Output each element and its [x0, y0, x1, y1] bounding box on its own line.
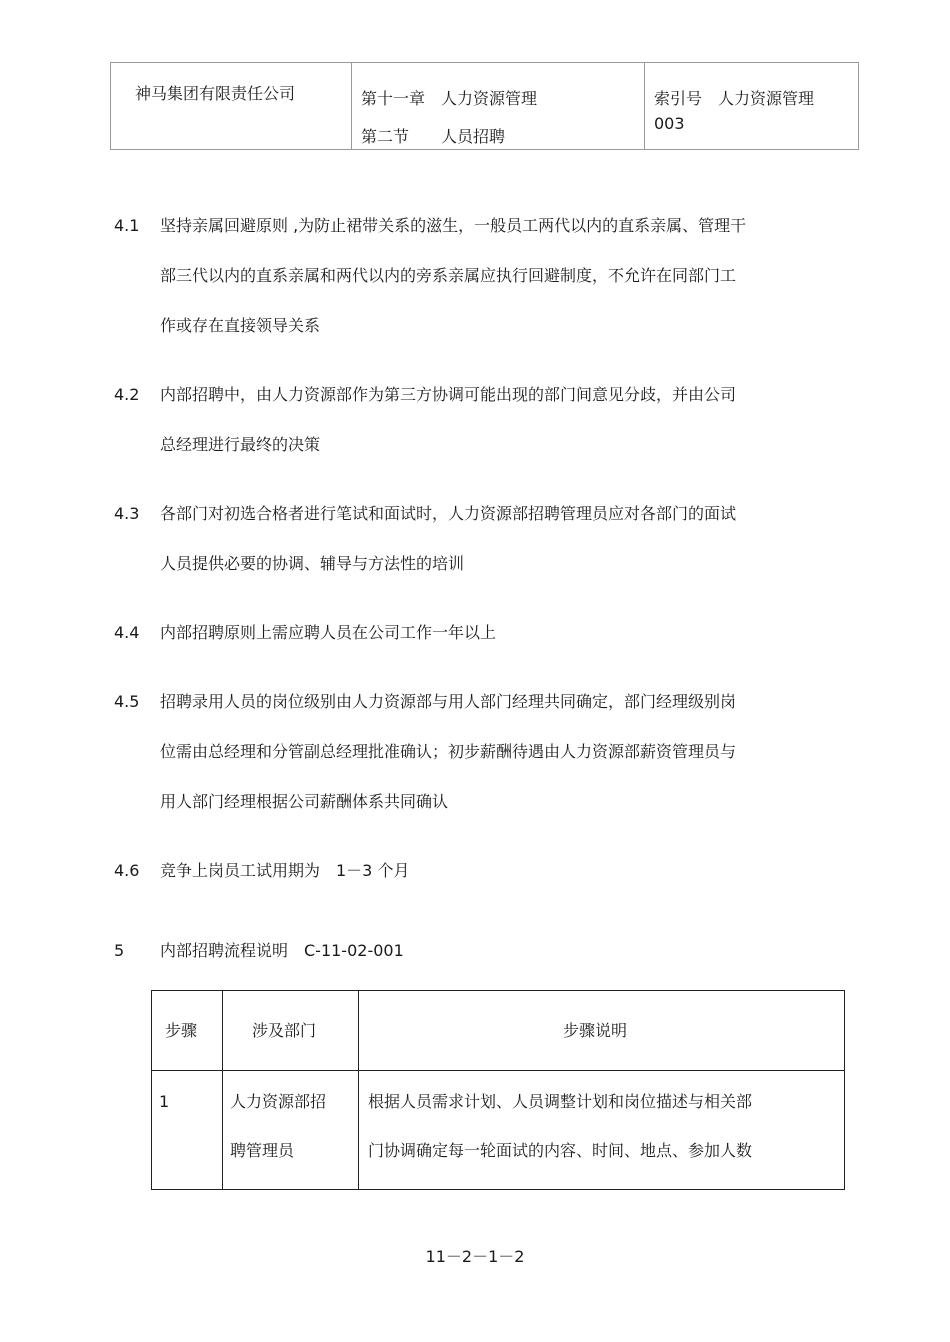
clause-number: 4.6 — [114, 861, 140, 880]
clause-text — [160, 216, 830, 366]
clause-line: 坚持亲属回避原则 ,为防止裙带关系的滋生，一般员工两代以内的直系亲属、管理干 — [160, 216, 747, 235]
header-company-cell — [111, 63, 352, 149]
index-label: 索引号 人力资源管理 — [654, 89, 815, 108]
clause-text — [160, 861, 830, 911]
clause-text — [160, 623, 830, 673]
clause-line: 作或存在直接领导关系 — [160, 316, 321, 335]
clause-line: 总经理进行最终的决策 — [160, 435, 321, 454]
clause-number: 5 — [114, 941, 125, 960]
table-divider — [358, 991, 359, 1189]
process-table — [151, 990, 845, 1190]
clause-line: 招聘录用人员的岗位级别由人力资源部与用人部门经理共同确定，部门经理级别岗 — [160, 692, 737, 711]
clause-line: 人员提供必要的协调、辅导与方法性的培训 — [160, 554, 465, 573]
header-chapter-cell — [352, 63, 645, 149]
clause-line: 内部招聘中，由人力资源部作为第三方协调可能出现的部门间意见分歧，并由公司 — [160, 385, 737, 404]
chapter-title: 第十一章 人力资源管理 — [361, 89, 538, 108]
header-table — [110, 62, 859, 150]
clause-number: 4.3 — [114, 504, 140, 523]
clause-number: 4.2 — [114, 385, 140, 404]
clause-text — [160, 941, 830, 991]
clause-number: 4.5 — [114, 692, 140, 711]
section-title: 第二节 人员招聘 — [361, 127, 506, 146]
clause-line: 内部招聘原则上需应聘人员在公司工作一年以上 — [160, 623, 497, 642]
index-code: 003 — [654, 114, 685, 133]
clause-line: 内部招聘流程说明 C-11-02-001 — [160, 941, 404, 960]
clause-line: 各部门对初选合格者进行笔试和面试时，人力资源部招聘管理员应对各部门的面试 — [160, 504, 737, 523]
company-name: 神马集团有限责任公司 — [135, 84, 296, 103]
table-cell-desc-line: 门协调确定每一轮面试的内容、时间、地点、参加人数 — [368, 1141, 753, 1160]
clause-line: 用人部门经理根据公司薪酬体系共同确认 — [160, 792, 449, 811]
header-index-cell — [645, 63, 859, 149]
table-divider — [152, 1070, 844, 1071]
clause-text — [160, 385, 830, 485]
clause-text — [160, 504, 830, 604]
table-header-dept: 涉及部门 — [252, 1021, 317, 1040]
clause-number: 4.4 — [114, 623, 140, 642]
page-number: 11－2－1－2 — [425, 1247, 525, 1266]
table-divider — [222, 991, 223, 1189]
clause-line: 位需由总经理和分管副总经理批准确认；初步薪酬待遇由人力资源部薪资管理员与 — [160, 742, 737, 761]
table-header-desc: 步骤说明 — [563, 1021, 628, 1040]
clause-line: 竞争上岗员工试用期为 1－3 个月 — [160, 861, 410, 880]
clause-line: 部三代以内的直系亲属和两代以内的旁系亲属应执行回避制度，不允许在同部门工 — [160, 266, 737, 285]
table-cell-step: 1 — [159, 1092, 170, 1111]
clause-text — [160, 692, 830, 842]
table-header-step: 步骤 — [165, 1021, 198, 1040]
table-cell-dept-line: 聘管理员 — [230, 1141, 295, 1160]
clause-number: 4.1 — [114, 216, 140, 235]
table-cell-dept-line: 人力资源部招 — [230, 1092, 327, 1111]
table-cell-desc-line: 根据人员需求计划、人员调整计划和岗位描述与相关部 — [368, 1092, 753, 1111]
